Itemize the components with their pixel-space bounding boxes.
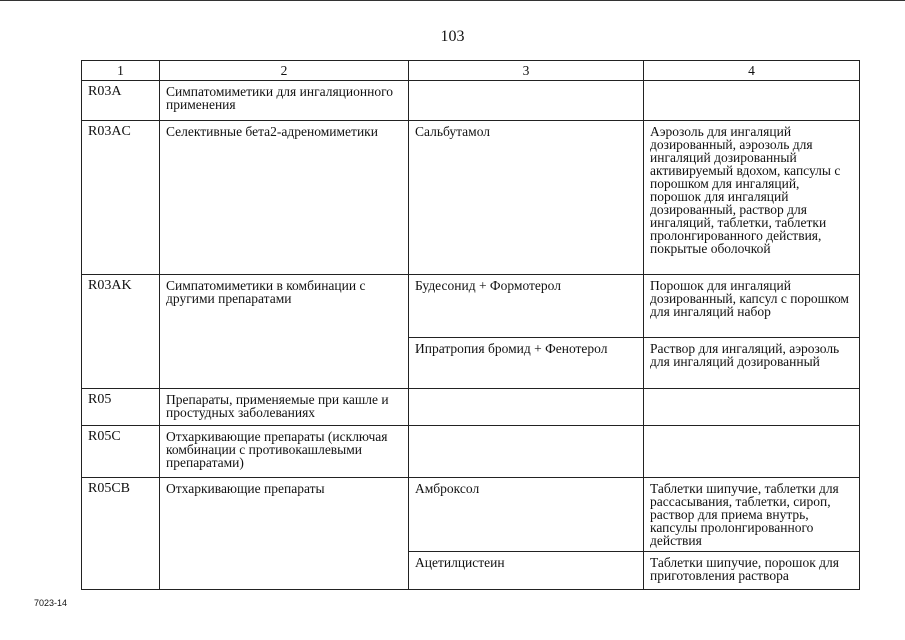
dosage-form: Раствор для ингаляций, аэрозоль для ингаляций дозированный [644, 338, 860, 389]
drug-name: Будесонид + Формотерол [409, 275, 644, 338]
drug-name [409, 426, 644, 478]
table-header-row [82, 61, 860, 81]
atc-code: R05 [82, 389, 160, 426]
dosage-form: Таблетки шипучие, порошок для приготовления раствора [644, 552, 860, 590]
atc-group: Отхаркивающие препараты (исключая комбинации с противокашлевыми препаратами) [160, 426, 409, 478]
top-border-line [0, 0, 905, 3]
dosage-form: Таблетки шипучие, таблетки для рассасывания, таблетки, сироп, раствор для приема внутрь, капсулы пролонгированного действия [644, 478, 860, 552]
column-header-form: 4 [644, 61, 860, 81]
dosage-form: Аэрозоль для ингаляций дозированный, аэрозоль для ингаляций дозированный активируемый вдохом, капсулы с порошком для ингаляций, порошок для ингаляций дозированный, раствор для ингаляций, таблетки, таблетки пролонгированного действия, покрытые оболочкой [644, 121, 860, 275]
atc-group: Препараты, применяемые при кашле и простудных заболеваниях [160, 389, 409, 426]
atc-group: Симпатомиметики в комбинации с другими препаратами [160, 275, 409, 389]
atc-code: R03AC [82, 121, 160, 275]
table-row [82, 81, 860, 121]
atc-code: R05CB [82, 478, 160, 590]
atc-code: R03A [82, 81, 160, 121]
document-code: 7023-14 [34, 598, 68, 608]
drug-name: Ипратропия бромид + Фенотерол [409, 338, 644, 389]
drug-name: Ацетилцистеин [409, 552, 644, 590]
atc-code: R03AK [82, 275, 160, 389]
drug-name [409, 81, 644, 121]
table-row [82, 389, 860, 426]
column-header-group: 2 [160, 61, 409, 81]
dosage-form [644, 389, 860, 426]
table-row [82, 426, 860, 478]
drug-name: Амброксол [409, 478, 644, 552]
page-number: 103 [440, 28, 465, 45]
table-row [82, 478, 860, 552]
atc-group: Симпатомиметики для ингаляционного применения [160, 81, 409, 121]
drug-name: Сальбутамол [409, 121, 644, 275]
dosage-form [644, 81, 860, 121]
column-header-drug: 3 [409, 61, 644, 81]
table-row [82, 121, 860, 275]
table-row [82, 275, 860, 338]
atc-group: Селективные бета2-адреномиметики [160, 121, 409, 275]
drug-name [409, 389, 644, 426]
column-header-code: 1 [82, 61, 160, 81]
atc-group: Отхаркивающие препараты [160, 478, 409, 590]
atc-code: R05C [82, 426, 160, 478]
drug-table [81, 60, 860, 590]
dosage-form: Порошок для ингаляций дозированный, капсул с порошком для ингаляций набор [644, 275, 860, 338]
dosage-form [644, 426, 860, 478]
